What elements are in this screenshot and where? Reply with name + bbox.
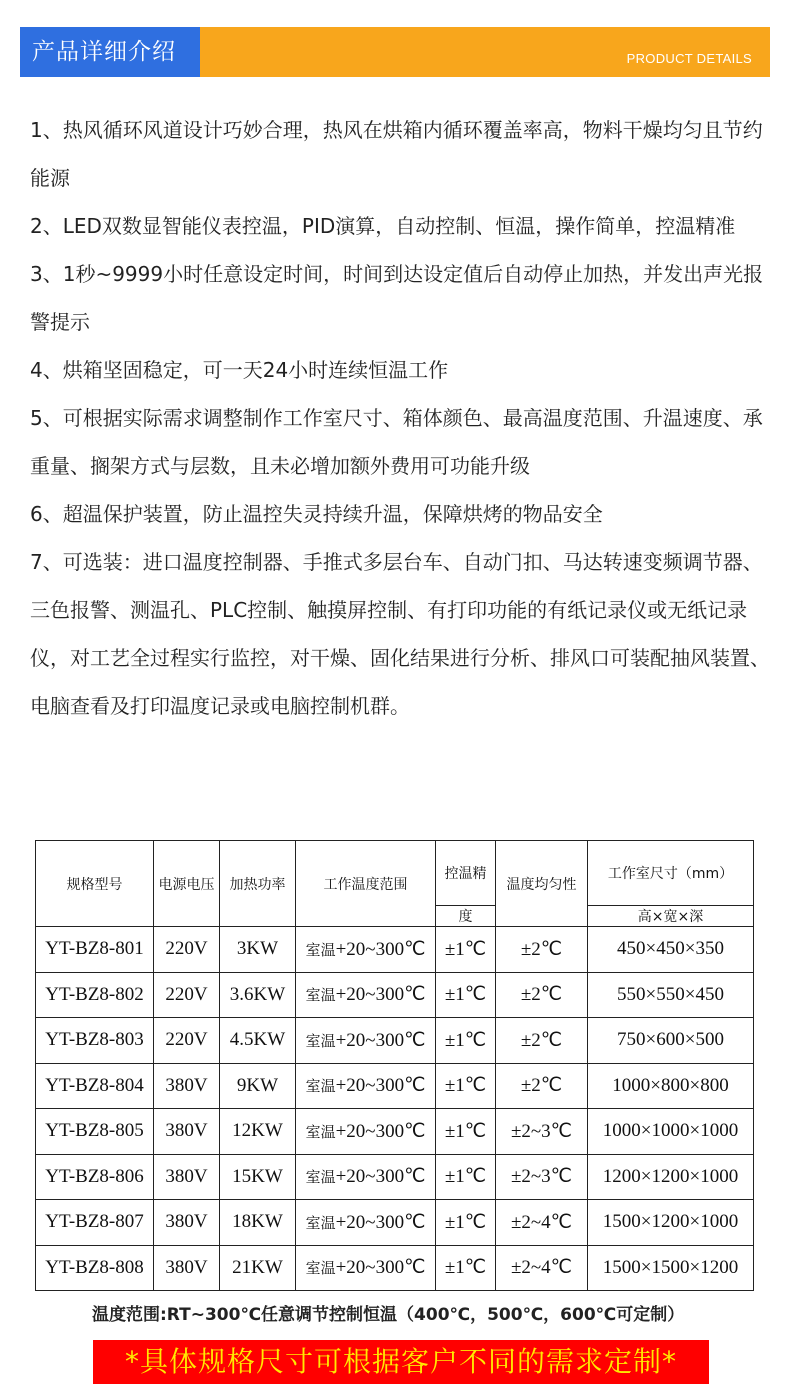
table-row [36, 972, 754, 1018]
temp-prefix: 室温 [305, 1168, 336, 1187]
voltage-cell: 380V [154, 1063, 220, 1109]
table-row [36, 1109, 754, 1155]
model-cell: YT-BZ8-806 [36, 1154, 154, 1200]
temp-prefix: 室温 [305, 1213, 336, 1232]
temp-range-cell [296, 1200, 436, 1246]
model-cell: YT-BZ8-807 [36, 1200, 154, 1246]
table-row [36, 927, 754, 973]
temp-prefix: 室温 [305, 940, 336, 959]
voltage-cell: 380V [154, 1200, 220, 1246]
temperature-note: 温度范围:RT~300℃任意调节控制恒温（400℃，500℃，600℃可定制） [92, 1305, 685, 1325]
header-voltage: 电源电压 [154, 841, 220, 927]
power-cell: 21KW [220, 1245, 296, 1291]
voltage-cell: 220V [154, 1018, 220, 1064]
uniformity-cell: ±2~3℃ [496, 1154, 588, 1200]
feature-item: 5、可根据实际需求调整制作工作室尺寸、箱体颜色、最高温度范围、升温速度、承重量、搁架方式与层数，且未必增加额外费用可功能升级 [30, 406, 763, 478]
power-cell: 18KW [220, 1200, 296, 1246]
temp-prefix: 室温 [305, 1259, 336, 1278]
header-model: 规格型号 [36, 841, 154, 927]
table-row [36, 1154, 754, 1200]
uniformity-cell: ±2~4℃ [496, 1200, 588, 1246]
power-cell: 9KW [220, 1063, 296, 1109]
temp-range-cell [296, 1018, 436, 1064]
temp-range-cell [296, 1154, 436, 1200]
model-cell: YT-BZ8-805 [36, 1109, 154, 1155]
section-header [20, 27, 770, 77]
model-cell: YT-BZ8-802 [36, 972, 154, 1018]
header-temp-range: 工作温度范围 [296, 841, 436, 927]
header-uniformity: 温度均匀性 [496, 841, 588, 927]
table-row [36, 1063, 754, 1109]
precision-cell: ±1℃ [436, 927, 496, 973]
uniformity-cell: ±2℃ [496, 1018, 588, 1064]
table-body [36, 927, 754, 1291]
table-row [36, 1245, 754, 1291]
temp-range-cell [296, 927, 436, 973]
feature-item: 4、烘箱坚固稳定，可一天24小时连续恒温工作 [30, 358, 449, 382]
temp-prefix: 室温 [305, 1122, 336, 1141]
power-cell: 4.5KW [220, 1018, 296, 1064]
voltage-cell: 380V [154, 1109, 220, 1155]
feature-item: 7、可选装：进口温度控制器、手推式多层台车、自动门扣、马达转速变频调节器、三色报警、测温孔、PLC控制、触摸屏控制、有打印功能的有纸记录仪或无纸记录仪，对工艺全过程实行监控，对干燥、固化结果进行分析、排风口可装配抽风装置、电脑查看及打印温度记录或电脑控制机群。 [30, 550, 770, 718]
uniformity-cell: ±2℃ [496, 972, 588, 1018]
temp-value: +20~300℃ [335, 1075, 426, 1097]
table-row [36, 1018, 754, 1064]
uniformity-cell: ±2℃ [496, 1063, 588, 1109]
temp-value: +20~300℃ [335, 938, 426, 960]
size-cell: 1500×1200×1000 [588, 1200, 754, 1246]
temp-value: +20~300℃ [335, 984, 426, 1006]
temp-prefix: 室温 [305, 986, 336, 1005]
temp-value: +20~300℃ [335, 1120, 426, 1142]
size-cell: 550×550×450 [588, 972, 754, 1018]
table-header-row [36, 841, 754, 906]
feature-item: 6、超温保护装置，防止温控失灵持续升温，保障烘烤的物品安全 [30, 502, 603, 526]
size-cell: 1000×1000×1000 [588, 1109, 754, 1155]
uniformity-cell: ±2~3℃ [496, 1109, 588, 1155]
temp-value: +20~300℃ [335, 1166, 426, 1188]
precision-cell: ±1℃ [436, 972, 496, 1018]
custom-banner: *具体规格尺寸可根据客户不同的需求定制* [93, 1340, 709, 1384]
size-cell: 1000×800×800 [588, 1063, 754, 1109]
size-cell: 1200×1200×1000 [588, 1154, 754, 1200]
model-cell: YT-BZ8-808 [36, 1245, 154, 1291]
header-power: 加热功率 [220, 841, 296, 927]
uniformity-cell: ±2℃ [496, 927, 588, 973]
size-cell: 1500×1500×1200 [588, 1245, 754, 1291]
header-size: 工作室尺寸（mm） [588, 841, 754, 906]
temp-range-cell [296, 1109, 436, 1155]
precision-cell: ±1℃ [436, 1245, 496, 1291]
size-cell: 450×450×350 [588, 927, 754, 973]
voltage-cell: 220V [154, 927, 220, 973]
model-cell: YT-BZ8-801 [36, 927, 154, 973]
precision-cell: ±1℃ [436, 1154, 496, 1200]
header-precision-cont: 度 [436, 906, 496, 927]
precision-cell: ±1℃ [436, 1200, 496, 1246]
feature-list [30, 106, 770, 730]
precision-cell: ±1℃ [436, 1109, 496, 1155]
spec-table [35, 840, 754, 1291]
temp-range-cell [296, 972, 436, 1018]
temp-value: +20~300℃ [335, 1029, 426, 1051]
temp-value: +20~300℃ [335, 1257, 426, 1279]
section-subtitle: PRODUCT DETAILS [626, 51, 752, 66]
header-precision: 控温精 [436, 841, 496, 906]
voltage-cell: 220V [154, 972, 220, 1018]
precision-cell: ±1℃ [436, 1063, 496, 1109]
power-cell: 15KW [220, 1154, 296, 1200]
temp-range-cell [296, 1245, 436, 1291]
temp-value: +20~300℃ [335, 1211, 426, 1233]
voltage-cell: 380V [154, 1245, 220, 1291]
model-cell: YT-BZ8-803 [36, 1018, 154, 1064]
power-cell: 12KW [220, 1109, 296, 1155]
feature-item: 2、LED双数显智能仪表控温，PID演算，自动控制、恒温，操作简单，控温精准 [30, 214, 736, 238]
model-cell: YT-BZ8-804 [36, 1063, 154, 1109]
table-row [36, 1200, 754, 1246]
power-cell: 3KW [220, 927, 296, 973]
size-cell: 750×600×500 [588, 1018, 754, 1064]
header-size-dims: 高×宽×深 [588, 906, 754, 927]
uniformity-cell: ±2~4℃ [496, 1245, 588, 1291]
feature-item: 3、1秒~9999小时任意设定时间，时间到达设定值后自动停止加热，并发出声光报警提示 [30, 262, 764, 334]
precision-cell: ±1℃ [436, 1018, 496, 1064]
temp-range-cell [296, 1063, 436, 1109]
section-title: 产品详细介绍 [20, 27, 200, 77]
temp-prefix: 室温 [305, 1077, 336, 1096]
temp-prefix: 室温 [305, 1031, 336, 1050]
voltage-cell: 380V [154, 1154, 220, 1200]
power-cell: 3.6KW [220, 972, 296, 1018]
feature-item: 1、热风循环风道设计巧妙合理，热风在烘箱内循环覆盖率高，物料干燥均匀且节约能源 [30, 118, 763, 190]
